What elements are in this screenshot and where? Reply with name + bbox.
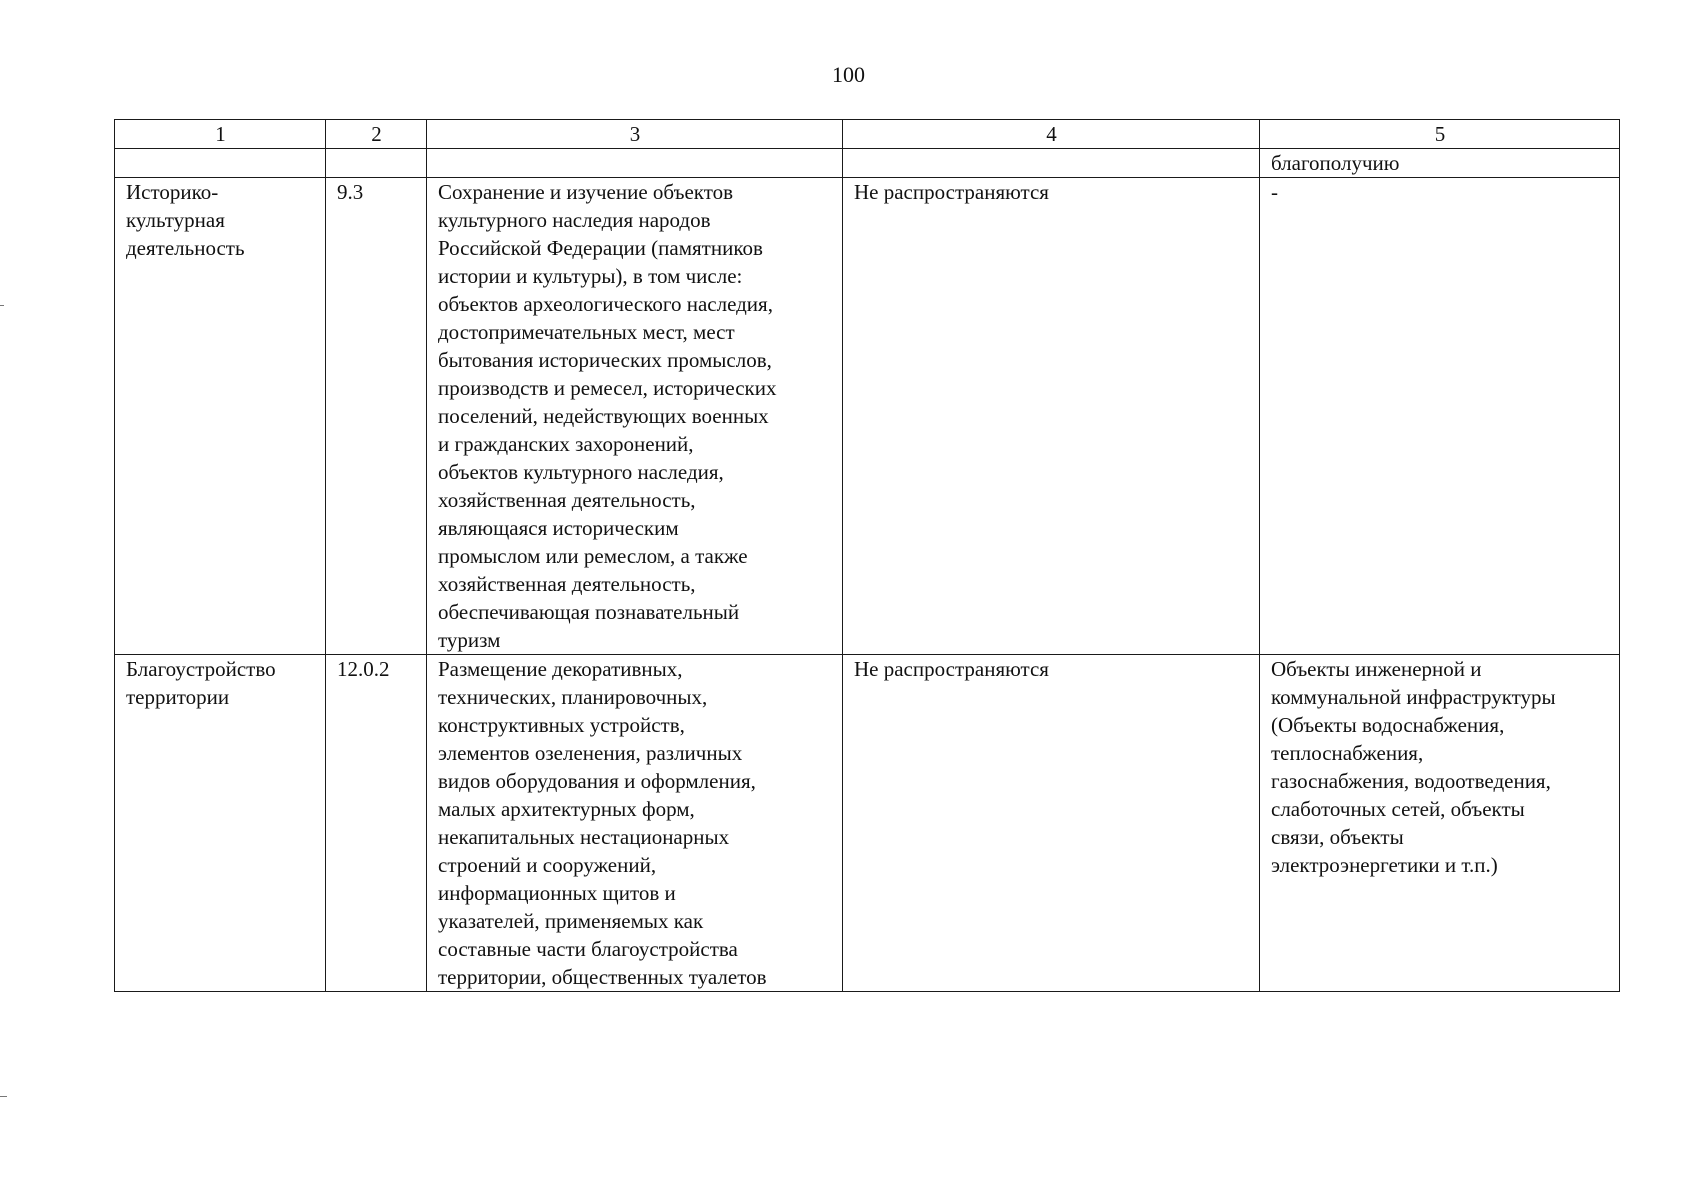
land-use-description: Размещение декоративных, технических, планировочных, конструктивных устройств, элементов озеленения, различных видов оборудования и оформления, малых архитектурных форм, некапитальных нестационарных строений и сооружений, информационных щитов и указателей, применяемых как составные части благоустройства территории, общественных туалетов bbox=[438, 657, 767, 989]
header-cell-4: 4 bbox=[843, 120, 1260, 149]
related-objects-cell bbox=[1260, 655, 1620, 992]
continuation-row bbox=[115, 149, 1620, 178]
land-use-description-cell bbox=[427, 178, 843, 655]
scan-margin-mark bbox=[0, 305, 4, 306]
land-use-code: 12.0.2 bbox=[337, 657, 390, 681]
scan-margin-mark bbox=[0, 1096, 7, 1097]
restrictions-text: Не распространяются bbox=[854, 180, 1049, 204]
restrictions-text: Не распространяются bbox=[854, 657, 1049, 681]
header-cell-3: 3 bbox=[427, 120, 843, 149]
continuation-cell-5: благополучию bbox=[1260, 149, 1620, 178]
related-objects-cell bbox=[1260, 178, 1620, 655]
land-use-code: 9.3 bbox=[337, 180, 364, 204]
table-row bbox=[115, 178, 1620, 655]
land-use-name-cell bbox=[115, 655, 326, 992]
restrictions-cell bbox=[843, 178, 1260, 655]
land-use-name: Историко- культурная деятельность bbox=[126, 180, 245, 260]
land-use-code-cell bbox=[326, 655, 427, 992]
page-number: 100 bbox=[832, 62, 865, 87]
continuation-cell-1 bbox=[115, 149, 326, 178]
land-use-description-cell bbox=[427, 655, 843, 992]
header-cell-2: 2 bbox=[326, 120, 427, 149]
related-objects-text: Объекты инженерной и коммунальной инфраструктуры (Объекты водоснабжения, теплоснабжения, газоснабжения, водоотведения, слаботочных сетей, объекты связи, объекты электроэнергетики и т.п.) bbox=[1271, 657, 1556, 877]
continuation-cell-2 bbox=[326, 149, 427, 178]
land-use-description: Сохранение и изучение объектов культурного наследия народов Российской Федерации (памятников истории и культуры), в том числе: объектов археологического наследия, достопримечательных мест, мест бытования исторических промыслов, производств и ремесел, исторических поселений, недействующих военных и гражданских захоронений, объектов культурного наследия, хозяйственная деятельность, являющаяся историческим промыслом или ремеслом, а также хозяйственная деятельность, обеспечивающая познавательный туризм bbox=[438, 180, 777, 652]
related-objects-text: - bbox=[1271, 180, 1278, 204]
land-use-code-cell bbox=[326, 178, 427, 655]
table-row bbox=[115, 655, 1620, 992]
land-use-name-cell bbox=[115, 178, 326, 655]
table-header-row bbox=[115, 120, 1620, 149]
header-cell-1: 1 bbox=[115, 120, 326, 149]
continuation-cell-3 bbox=[427, 149, 843, 178]
land-use-table bbox=[114, 119, 1620, 992]
continuation-cell-4 bbox=[843, 149, 1260, 178]
land-use-name: Благоустройство территории bbox=[126, 657, 276, 709]
header-cell-5: 5 bbox=[1260, 120, 1620, 149]
restrictions-cell bbox=[843, 655, 1260, 992]
